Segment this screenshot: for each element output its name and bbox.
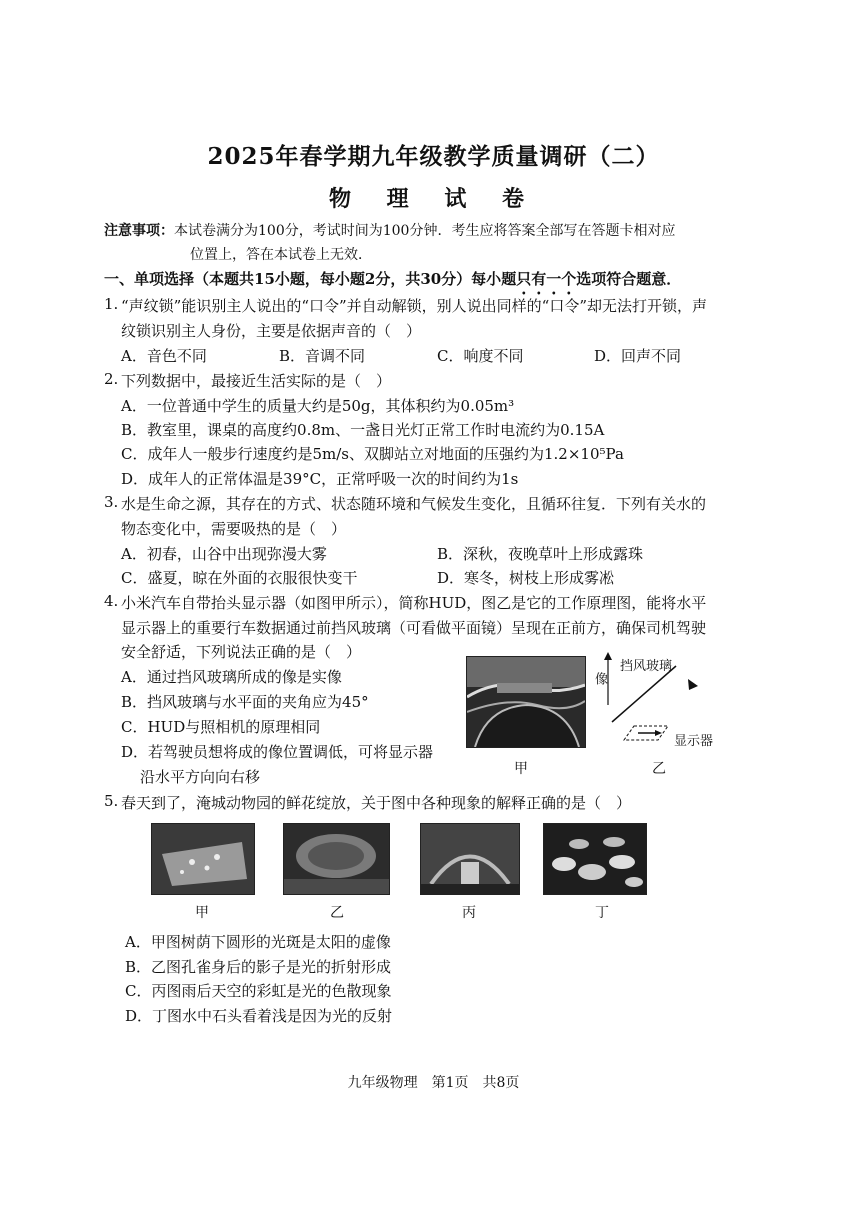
q2-option-b: B．教室里，课桌的高度约0.8m、一盏日光灯正常工作时电流约为0.15A [121,421,605,439]
q3-number: 3. [104,493,119,511]
q4-option-d-cont: 沿水平方向向右移 [140,768,261,786]
section-heading-tail: 选项符合题意． [576,270,682,288]
q5-caption-d: 丁 [595,905,609,921]
notice-label: 注意事项： [104,223,174,239]
q4-stem-line-1: 小米汽车自带抬头显示器（如图甲所示），简称HUD，图乙是它的工作原理图，能将水平 [121,594,707,612]
q5-option-c: C．丙图雨后天空的彩虹是光的色散现象 [125,982,392,1000]
q4-option-b: B．挡风玻璃与水平面的夹角应为45° [121,693,369,711]
image-arrow-head [604,652,612,660]
q5-stem: 春天到了，淹城动物园的鲜花绽放，关于图中各种现象的解释正确的是（ ） [121,794,632,812]
q4-image-label: 像 [592,672,607,685]
q1-option-b: B．音调不同 [279,347,366,365]
q3-option-a: A．初春，山谷中出现弥漫大雾 [121,545,327,563]
q2-option-c: C．成年人一般步行速度约是5m/s、双脚站立对地面的压强约为1.2×10⁵Pa [121,445,624,463]
q2-number: 2. [104,370,119,388]
q5-option-b: B．乙图孔雀身后的影子是光的折射形成 [125,958,392,976]
q5-photo-d [543,823,647,895]
section-heading [104,268,681,298]
q5-caption-b: 乙 [330,905,344,921]
q2-option-d: D．成年人的正常体温是39°C，正常呼吸一次的时间约为1s [121,470,519,488]
q3-option-c: C．盛夏，晾在外面的衣服很快变干 [121,569,358,587]
notice-line-2: 位置上，答在本试卷上无效． [190,247,372,263]
q4-option-c: C．HUD与照相机的原理相同 [121,718,321,736]
q3-option-d: D．寒冬，树枝上形成雾凇 [437,569,615,587]
q5-photo-d-drawing [544,824,646,894]
q1-option-a: A．音色不同 [121,347,207,365]
q5-caption-a: 甲 [195,905,209,921]
q4-windshield-label: 挡风玻璃 [620,659,673,674]
q3-stem-line-2: 物态变化中，需要吸热的是（ ） [121,520,347,538]
q5-photo-b-drawing [284,824,389,894]
q1-option-d: D．回声不同 [594,347,682,365]
q4-stem-line-2: 显示器上的重要行车数据通过前挡风玻璃（可看做平面镜）呈现在正前方，确保司机驾驶 [121,619,707,637]
q3-stem-line-1: 水是生命之源，其存在的方式、状态随环境和气候发生变化，且循环往复．下列有关水的 [121,495,707,513]
q5-photo-a-drawing [152,824,254,894]
hud-photo-drawing [467,657,585,747]
q5-option-d: D．丁图水中石头看着浅是因为光的反射 [125,1007,393,1025]
q5-photo-c [420,823,520,895]
q5-photo-c-drawing [421,824,519,894]
notice-text-1: 本试卷满分为100分，考试时间为100分钟．考生应将答案全部写在答题卡相对应 [174,223,676,239]
q4-option-a: A．通过挡风玻璃所成的像是实像 [121,668,342,686]
section-heading-emphasis: 只有一个 [516,270,577,288]
q4-option-d: D．若驾驶员想将成的像位置调低，可将显示器 [121,743,434,761]
windshield-line [612,666,676,722]
q5-option-a: A．甲图树荫下圆形的光斑是太阳的虚像 [125,933,391,951]
page-subtitle: 物 理 试 卷 [329,186,538,212]
q1-option-c: C．响度不同 [437,347,524,365]
q5-number: 5. [104,792,119,810]
q5-photo-b [283,823,390,895]
q1-stem-line-2: 纹锁识别主人身份，主要是依据声音的（ ） [121,322,422,340]
q4-display-label: 显示器 [674,734,714,749]
eye-icon [688,679,698,690]
q5-caption-c: 丙 [462,905,476,921]
q4-stem-line-3: 安全舒适，下列说法正确的是（ ） [121,643,362,661]
notice-line-1 [104,220,675,240]
q2-option-a: A．一位普通中学生的质量大约是50g，其体积约为0.05m³ [121,397,515,415]
q4-figure-label-b: 乙 [652,761,666,777]
q3-option-b: B．深秋，夜晚草叶上形成露珠 [437,545,644,563]
section-heading-text: 一、单项选择（本题共15小题，每小题2分，共30分）每小题 [104,270,517,288]
q4-number: 4. [104,592,119,610]
hud-photo [466,656,586,748]
q4-figure-label-a: 甲 [514,761,528,777]
q1-number: 1. [104,295,119,313]
q1-stem-line-1: “声纹锁”能识别主人说出的“口令”并自动解锁，别人说出同样的“口令”却无法打开锁，声 [121,297,708,315]
q2-stem: 下列数据中，最接近生活实际的是（ ） [121,372,392,390]
page-footer: 九年级物理 第1页 共8页 [347,1075,520,1091]
page-title: 2025年春学期九年级教学质量调研（二） [207,143,660,170]
q5-photo-a [151,823,255,895]
